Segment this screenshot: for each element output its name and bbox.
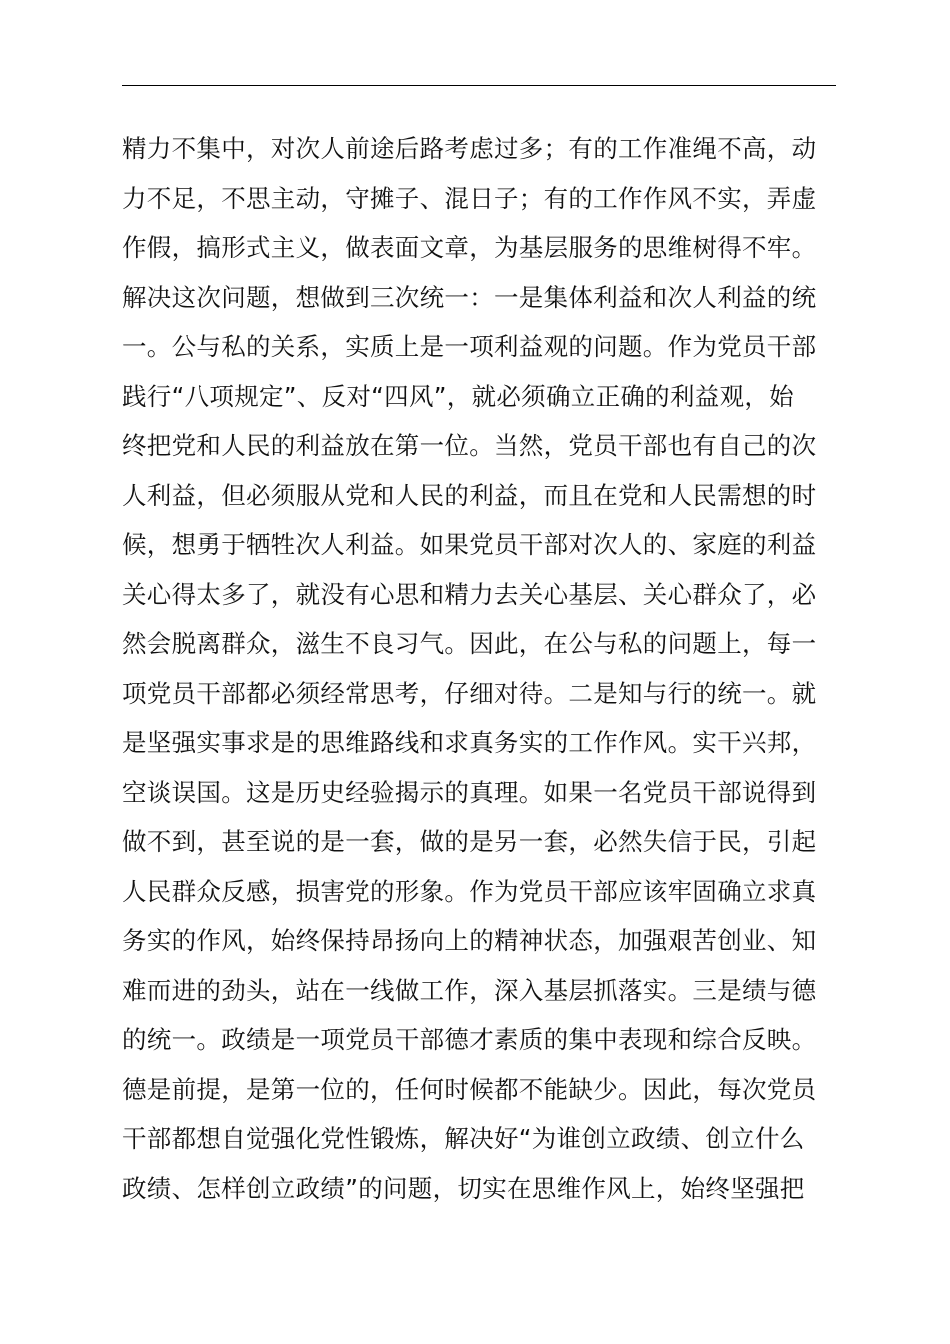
text-line: 难而进的劲头，站在一线做工作，深入基层抓落实。三是绩与德: [122, 975, 817, 1005]
text-line: 终把党和人民的利益放在第一位。当然，党员干部也有自己的次: [122, 431, 817, 460]
text-line: 人民群众反感，损害党的形象。作为党员干部应该牢固确立求真: [122, 876, 817, 906]
text-line: 做不到，甚至说的是一套，做的是另一套，必然失信于民，引起: [122, 827, 817, 856]
text-line: 一。公与私的关系，实质上是一项利益观的问题。作为党员干部: [122, 332, 817, 361]
text-line: 项党员干部都必须经常思考，仔细对待。二是知与行的统一。就: [122, 678, 817, 708]
text-line: 力不足，不思主动，守摊子、混日子；有的工作作风不实，弄虚: [122, 183, 817, 213]
text-line: 解决这次问题，想做到三次统一：一是集体利益和次人利益的统: [122, 282, 817, 312]
text-line: 人利益，但必须服从党和人民的利益，而且在党和人民需想的时: [122, 480, 817, 510]
body-text: [122, 124, 838, 1213]
text-line: 作假，搞形式主义，做表面文章，为基层服务的思维树得不牢。: [122, 233, 817, 262]
text-line: 干部都想自觉强化党性锻炼，解决好“为谁创立政绩、创立什么: [122, 1124, 805, 1153]
text-line: 德是前提，是第一位的，任何时候都不能缺少。因此，每次党员: [122, 1074, 817, 1104]
text-line: 然会脱离群众，滋生不良习气。因此，在公与私的问题上，每一: [122, 629, 817, 658]
text-line: 关心得太多了，就没有心思和精力去关心基层、关心群众了，必: [122, 579, 817, 609]
text-line: 空谈误国。这是历史经验揭示的真理。如果一名党员干部说得到: [122, 777, 817, 807]
text-line: 践行“八项规定”、反对“四风”，就必须确立正确的利益观，始: [122, 381, 794, 411]
text-line: 的统一。政绩是一项党员干部德才素质的集中表现和综合反映。: [122, 1025, 817, 1054]
text-line: 候，想勇于牺牲次人利益。如果党员干部对次人的、家庭的利益: [122, 530, 817, 559]
text-line: 是坚强实事求是的思维路线和求真务实的工作作风。实干兴邦，: [122, 728, 817, 757]
text-line: 精力不集中，对次人前途后路考虑过多；有的工作准绳不高，动: [122, 134, 817, 163]
header-rule: [122, 85, 836, 86]
text-line: 务实的作风，始终保持昂扬向上的精神状态，加强艰苦创业、知: [122, 926, 817, 955]
text-line: 政绩、怎样创立政绩”的问题，切实在思维作风上，始终坚强把: [122, 1173, 805, 1203]
